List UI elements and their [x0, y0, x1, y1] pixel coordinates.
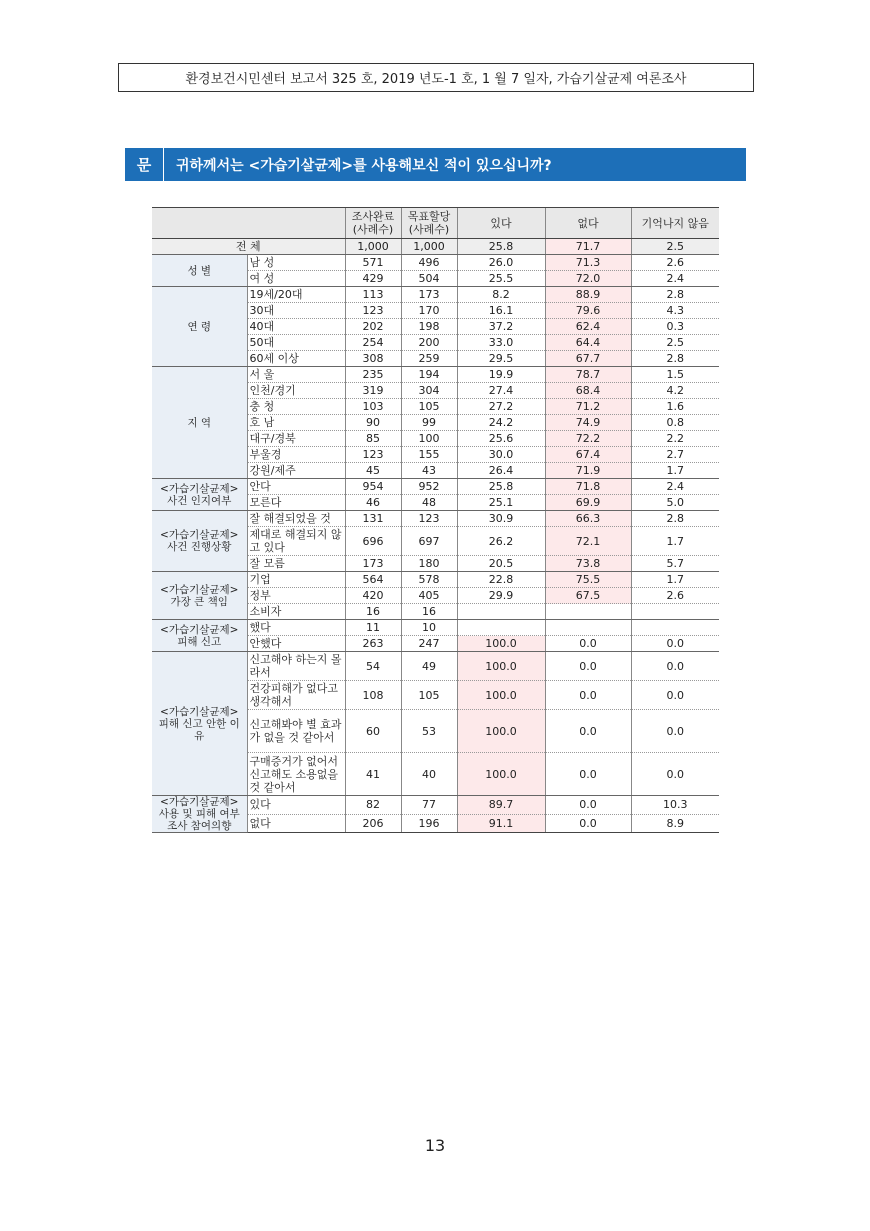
cell-target: 40: [401, 753, 457, 796]
question-mark: 문: [125, 148, 164, 181]
cell-target: 77: [401, 796, 457, 815]
cell-done: 173: [345, 556, 401, 572]
total-done: 1,000: [345, 239, 401, 255]
cell-target: 173: [401, 287, 457, 303]
cell-done: 60: [345, 710, 401, 753]
group-label: 지 역: [152, 367, 247, 479]
cell-no: 69.9: [545, 495, 631, 511]
cell-yes: 100.0: [457, 636, 545, 652]
cell-no: 64.4: [545, 335, 631, 351]
group-label: <가습기살균제> 사건 진행상황: [152, 511, 247, 572]
survey-table: [152, 207, 719, 833]
cell-dk: 2.4: [631, 271, 719, 287]
cell-done: 54: [345, 652, 401, 681]
cell-target: 180: [401, 556, 457, 572]
group-label: <가습기살균제> 피해 신고 안한 이유: [152, 652, 247, 796]
cell-dk: 10.3: [631, 796, 719, 815]
cell-no: 71.9: [545, 463, 631, 479]
row-label: 충 청: [247, 399, 345, 415]
cell-no: 71.2: [545, 399, 631, 415]
row-label: 했다: [247, 620, 345, 636]
cell-no: 0.0: [545, 710, 631, 753]
cell-no: 0.0: [545, 636, 631, 652]
cell-yes: 22.8: [457, 572, 545, 588]
row-label: 신고해야 하는지 몰라서: [247, 652, 345, 681]
table-row: [152, 620, 719, 636]
cell-done: 123: [345, 447, 401, 463]
cell-yes: 26.4: [457, 463, 545, 479]
cell-done: 696: [345, 527, 401, 556]
row-label: 구매증거가 없어서 신고해도 소용없을 것 같아서: [247, 753, 345, 796]
cell-dk: 2.7: [631, 447, 719, 463]
cell-yes: 100.0: [457, 652, 545, 681]
row-label: 30대: [247, 303, 345, 319]
cell-target: 53: [401, 710, 457, 753]
report-header: [118, 63, 754, 92]
cell-done: 254: [345, 335, 401, 351]
cell-dk: 2.5: [631, 335, 719, 351]
cell-dk: 0.0: [631, 636, 719, 652]
cell-done: 123: [345, 303, 401, 319]
group-label: 성 별: [152, 255, 247, 287]
cell-yes: 91.1: [457, 814, 545, 833]
cell-dk: 0.0: [631, 753, 719, 796]
cell-dk: 4.2: [631, 383, 719, 399]
cell-no: [545, 620, 631, 636]
cell-target: 155: [401, 447, 457, 463]
cell-no: 72.0: [545, 271, 631, 287]
group-label: <가습기살균제> 사건 인지여부: [152, 479, 247, 511]
row-label: 부울경: [247, 447, 345, 463]
cell-yes: 33.0: [457, 335, 545, 351]
group-label: 연 령: [152, 287, 247, 367]
table-row: [152, 255, 719, 271]
row-label: 호 남: [247, 415, 345, 431]
cell-target: 123: [401, 511, 457, 527]
cell-target: 196: [401, 814, 457, 833]
cell-target: 952: [401, 479, 457, 495]
cell-dk: 1.7: [631, 572, 719, 588]
cell-no: [545, 604, 631, 620]
col-header-no: 없다: [545, 208, 631, 239]
cell-yes: 30.9: [457, 511, 545, 527]
question-bar: [125, 148, 746, 181]
cell-done: 41: [345, 753, 401, 796]
cell-no: 67.7: [545, 351, 631, 367]
cell-yes: 30.0: [457, 447, 545, 463]
row-label: 여 성: [247, 271, 345, 287]
total-row: [152, 239, 719, 255]
cell-no: 73.8: [545, 556, 631, 572]
cell-dk: 1.6: [631, 399, 719, 415]
cell-yes: 27.4: [457, 383, 545, 399]
cell-yes: 100.0: [457, 681, 545, 710]
total-yes: 25.8: [457, 239, 545, 255]
table-row: [152, 652, 719, 681]
cell-dk: 2.4: [631, 479, 719, 495]
question-text: 귀하께서는 <가습기살균제>를 사용해보신 적이 있으십니까?: [176, 157, 552, 174]
row-label: 서 울: [247, 367, 345, 383]
table-row: [152, 796, 719, 815]
row-label: 잘 해결되었을 것: [247, 511, 345, 527]
table-row: [152, 287, 719, 303]
cell-target: 105: [401, 681, 457, 710]
cell-dk: 2.2: [631, 431, 719, 447]
cell-no: 68.4: [545, 383, 631, 399]
cell-dk: 8.9: [631, 814, 719, 833]
cell-no: 72.1: [545, 527, 631, 556]
cell-target: 194: [401, 367, 457, 383]
cell-done: 263: [345, 636, 401, 652]
report-header-text: 환경보건시민센터 보고서 325 호, 2019 년도-1 호, 1 월 7 일자, 가습기살균제 여론조사: [185, 72, 687, 87]
cell-done: 954: [345, 479, 401, 495]
cell-yes: 24.2: [457, 415, 545, 431]
row-label: 안했다: [247, 636, 345, 652]
cell-target: 247: [401, 636, 457, 652]
cell-no: 67.4: [545, 447, 631, 463]
group-label: <가습기살균제> 피해 신고: [152, 620, 247, 652]
cell-done: 85: [345, 431, 401, 447]
cell-target: 304: [401, 383, 457, 399]
header-corner: [152, 208, 345, 239]
cell-target: 496: [401, 255, 457, 271]
cell-dk: 5.7: [631, 556, 719, 572]
row-label: 제대로 해결되지 않고 있다: [247, 527, 345, 556]
cell-target: 504: [401, 271, 457, 287]
cell-yes: 27.2: [457, 399, 545, 415]
col-header-done: 조사완료 (사례수): [345, 208, 401, 239]
cell-target: 49: [401, 652, 457, 681]
table-row: [152, 572, 719, 588]
table-row: [152, 511, 719, 527]
cell-target: 405: [401, 588, 457, 604]
cell-no: 0.0: [545, 681, 631, 710]
cell-dk: 0.0: [631, 710, 719, 753]
table-header-row: [152, 208, 719, 239]
cell-dk: 2.8: [631, 287, 719, 303]
cell-target: 200: [401, 335, 457, 351]
cell-target: 16: [401, 604, 457, 620]
cell-yes: 19.9: [457, 367, 545, 383]
cell-dk: 2.8: [631, 511, 719, 527]
cell-done: 11: [345, 620, 401, 636]
row-label: 남 성: [247, 255, 345, 271]
row-label: 건강피해가 없다고 생각해서: [247, 681, 345, 710]
cell-target: 105: [401, 399, 457, 415]
row-label: 모른다: [247, 495, 345, 511]
cell-yes: 100.0: [457, 753, 545, 796]
cell-dk: 0.3: [631, 319, 719, 335]
cell-done: 131: [345, 511, 401, 527]
cell-done: 46: [345, 495, 401, 511]
total-target: 1,000: [401, 239, 457, 255]
cell-no: 79.6: [545, 303, 631, 319]
cell-dk: 0.0: [631, 652, 719, 681]
table-row: [152, 479, 719, 495]
cell-target: 99: [401, 415, 457, 431]
cell-no: 0.0: [545, 796, 631, 815]
cell-no: 67.5: [545, 588, 631, 604]
cell-dk: 0.0: [631, 681, 719, 710]
cell-dk: 4.3: [631, 303, 719, 319]
group-label: <가습기살균제> 사용 및 피해 여부 조사 참여의향: [152, 796, 247, 833]
row-label: 신고해봐야 별 효과가 없을 것 같아서: [247, 710, 345, 753]
page-number: 13: [424, 1136, 446, 1155]
cell-done: 113: [345, 287, 401, 303]
cell-done: 90: [345, 415, 401, 431]
cell-target: 578: [401, 572, 457, 588]
cell-dk: 2.6: [631, 588, 719, 604]
cell-done: 420: [345, 588, 401, 604]
table-row: [152, 367, 719, 383]
cell-done: 235: [345, 367, 401, 383]
cell-target: 100: [401, 431, 457, 447]
cell-done: 16: [345, 604, 401, 620]
cell-yes: 89.7: [457, 796, 545, 815]
cell-no: 71.8: [545, 479, 631, 495]
cell-target: 10: [401, 620, 457, 636]
cell-no: 0.0: [545, 814, 631, 833]
col-header-yes: 있다: [457, 208, 545, 239]
cell-dk: 1.7: [631, 463, 719, 479]
cell-dk: 1.7: [631, 527, 719, 556]
cell-done: 82: [345, 796, 401, 815]
cell-done: 429: [345, 271, 401, 287]
total-dk: 2.5: [631, 239, 719, 255]
cell-no: 88.9: [545, 287, 631, 303]
cell-dk: 5.0: [631, 495, 719, 511]
cell-dk: [631, 620, 719, 636]
cell-no: 0.0: [545, 753, 631, 796]
cell-target: 170: [401, 303, 457, 319]
cell-done: 108: [345, 681, 401, 710]
cell-yes: 20.5: [457, 556, 545, 572]
row-label: 50대: [247, 335, 345, 351]
cell-yes: 25.8: [457, 479, 545, 495]
cell-yes: 37.2: [457, 319, 545, 335]
cell-done: 319: [345, 383, 401, 399]
col-header-target: 목표할당 (사례수): [401, 208, 457, 239]
cell-target: 48: [401, 495, 457, 511]
total-label: 전 체: [152, 239, 345, 255]
cell-no: 72.2: [545, 431, 631, 447]
total-no: 71.7: [545, 239, 631, 255]
row-label: 기업: [247, 572, 345, 588]
cell-dk: [631, 604, 719, 620]
cell-yes: 8.2: [457, 287, 545, 303]
cell-no: 0.0: [545, 652, 631, 681]
cell-done: 45: [345, 463, 401, 479]
row-label: 잘 모름: [247, 556, 345, 572]
group-label: <가습기살균제> 가장 큰 책임: [152, 572, 247, 620]
row-label: 19세/20대: [247, 287, 345, 303]
cell-done: 103: [345, 399, 401, 415]
row-label: 인천/경기: [247, 383, 345, 399]
cell-target: 198: [401, 319, 457, 335]
cell-yes: 26.2: [457, 527, 545, 556]
cell-yes: 100.0: [457, 710, 545, 753]
row-label: 강원/제주: [247, 463, 345, 479]
cell-yes: [457, 620, 545, 636]
row-label: 대구/경북: [247, 431, 345, 447]
cell-yes: 26.0: [457, 255, 545, 271]
row-label: 소비자: [247, 604, 345, 620]
cell-done: 308: [345, 351, 401, 367]
row-label: 있다: [247, 796, 345, 815]
cell-dk: 2.8: [631, 351, 719, 367]
cell-no: 62.4: [545, 319, 631, 335]
cell-dk: 1.5: [631, 367, 719, 383]
cell-target: 697: [401, 527, 457, 556]
row-label: 없다: [247, 814, 345, 833]
cell-no: 78.7: [545, 367, 631, 383]
cell-done: 564: [345, 572, 401, 588]
cell-yes: 29.9: [457, 588, 545, 604]
cell-yes: 25.5: [457, 271, 545, 287]
row-label: 40대: [247, 319, 345, 335]
cell-done: 206: [345, 814, 401, 833]
col-header-dk: 기억나지 않음: [631, 208, 719, 239]
cell-done: 202: [345, 319, 401, 335]
cell-no: 74.9: [545, 415, 631, 431]
cell-yes: [457, 604, 545, 620]
cell-yes: 25.6: [457, 431, 545, 447]
cell-yes: 29.5: [457, 351, 545, 367]
cell-dk: 2.6: [631, 255, 719, 271]
cell-yes: 16.1: [457, 303, 545, 319]
cell-dk: 0.8: [631, 415, 719, 431]
cell-done: 571: [345, 255, 401, 271]
cell-no: 71.3: [545, 255, 631, 271]
row-label: 60세 이상: [247, 351, 345, 367]
cell-yes: 25.1: [457, 495, 545, 511]
cell-no: 66.3: [545, 511, 631, 527]
cell-no: 75.5: [545, 572, 631, 588]
row-label: 안다: [247, 479, 345, 495]
row-label: 정부: [247, 588, 345, 604]
cell-target: 259: [401, 351, 457, 367]
cell-target: 43: [401, 463, 457, 479]
